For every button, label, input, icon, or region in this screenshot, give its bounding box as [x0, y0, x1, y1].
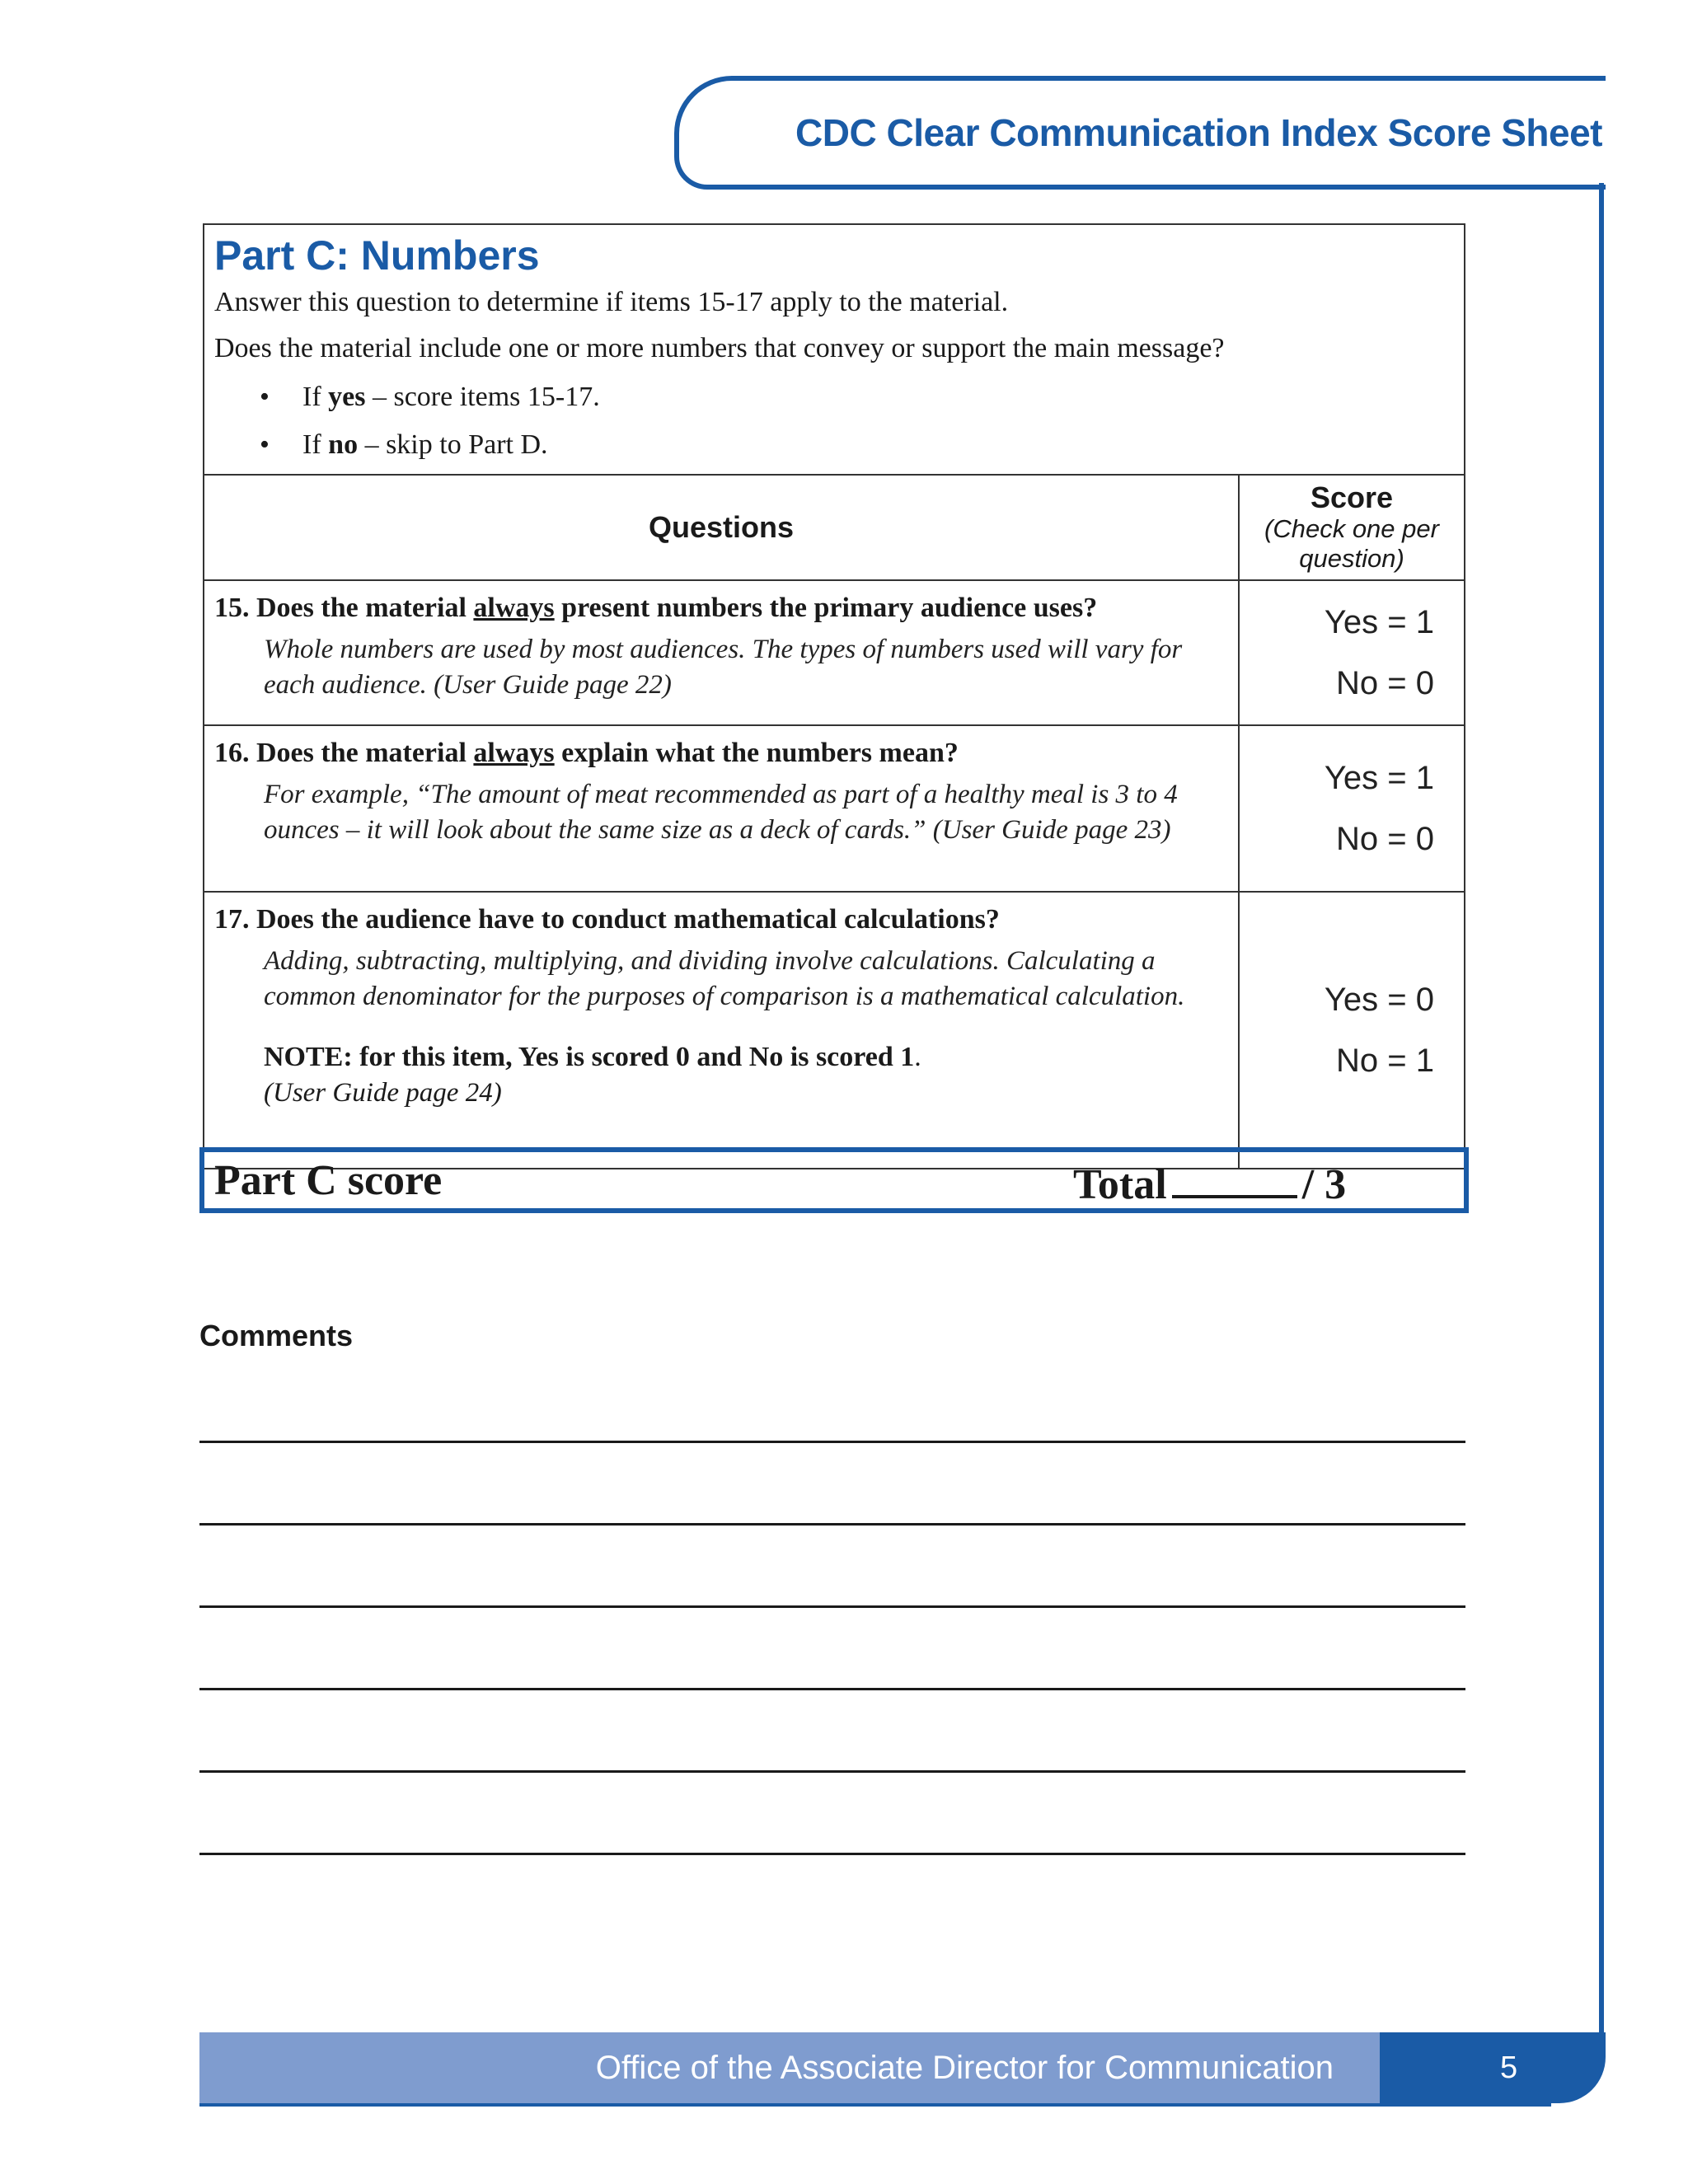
footer-office-name: Office of the Associate Director for Communication [595, 2050, 1334, 2086]
comments-label: Comments [199, 1319, 354, 1352]
comment-line-2[interactable] [199, 1523, 1465, 1526]
question-17-note: Adding, subtracting, multiplying, and dividing involve calculations. Calculating a common denominator for the purposes of comparison is a mathematical calculation. [264, 946, 1185, 1011]
question-16-note: For example, “The amount of meat recommended as part of a healthy meal is 3 to 4 ounces – it will look about the same size as a deck of cards.” (User Guide page 23) [264, 780, 1178, 845]
bullet-no: • If no – skip to Part D. [260, 421, 1454, 469]
bullet-icon: • [260, 382, 270, 412]
option-yes-16[interactable]: Yes = 1 [1324, 760, 1434, 796]
option-yes-17[interactable]: Yes = 0 [1324, 982, 1434, 1018]
total-blank-field[interactable] [1172, 1154, 1297, 1198]
part-score-bar [199, 1147, 1469, 1213]
score-cell-17 [1238, 893, 1464, 1168]
option-no-15[interactable]: No = 0 [1336, 665, 1434, 701]
question-15-note: Whole numbers are used by most audiences. The types of numbers used will vary for each audience. (User Guide page 22) [264, 635, 1183, 700]
score-cell-16 [1238, 726, 1464, 891]
comment-line-5[interactable] [199, 1770, 1465, 1773]
option-no-16[interactable]: No = 0 [1336, 821, 1434, 857]
comment-line-4[interactable] [199, 1688, 1465, 1690]
page-number: 5 [1500, 2050, 1518, 2085]
part-score-total: Total / 3 [1073, 1154, 1346, 1212]
column-header-score [1238, 476, 1464, 579]
question-15-title: 15. Does the material always present numbers the primary audience uses? [214, 593, 1098, 623]
score-sheet-table [203, 223, 1465, 1169]
question-17-scoring-note: NOTE: for this item, Yes is scored 0 and No is scored 1. [264, 1042, 921, 1072]
question-cell-17 [204, 893, 1238, 1168]
part-score-label: Part C score [214, 1157, 443, 1204]
page-header-title: CDC Clear Communication Index Score Sheet [795, 111, 1602, 154]
table-row [204, 726, 1464, 893]
comment-line-6[interactable] [199, 1853, 1465, 1855]
comment-line-1[interactable] [199, 1441, 1465, 1443]
option-yes-15[interactable]: Yes = 1 [1324, 604, 1434, 640]
comment-line-3[interactable] [199, 1605, 1465, 1608]
score-header-title: Score [1310, 480, 1394, 514]
page-frame-right [1599, 183, 1604, 2041]
part-intro [204, 225, 1464, 476]
bullet-icon: • [260, 429, 270, 460]
intro-bullets [214, 373, 1454, 469]
bullet-yes: • If yes – score items 15-17. [260, 373, 1454, 421]
intro-question: Does the material include one or more numbers that convey or support the main message? [214, 333, 1225, 363]
question-16-title: 16. Does the material always explain what the numbers mean? [214, 738, 959, 768]
question-cell-15 [204, 581, 1238, 724]
question-cell-16 [204, 726, 1238, 891]
score-header-subtitle: (Check one per question) [1264, 514, 1439, 573]
score-cell-15 [1238, 581, 1464, 724]
part-title: Part C: Numbers [214, 232, 540, 279]
table-row [204, 581, 1464, 726]
footer-bar [199, 2032, 1380, 2103]
table-header-row [204, 476, 1464, 581]
column-header-questions: Questions [648, 510, 795, 544]
question-17-reference: (User Guide page 24) [264, 1078, 502, 1108]
option-no-17[interactable]: No = 1 [1336, 1043, 1434, 1079]
question-17-title: 17. Does the audience have to conduct mathematical calculations? [214, 904, 1000, 935]
footer-bottom-line [199, 2103, 1551, 2107]
intro-instruction: Answer this question to determine if items 15-17 apply to the material. [214, 287, 1009, 317]
table-row [204, 893, 1464, 1168]
footer-page-number-box [1380, 2032, 1606, 2103]
